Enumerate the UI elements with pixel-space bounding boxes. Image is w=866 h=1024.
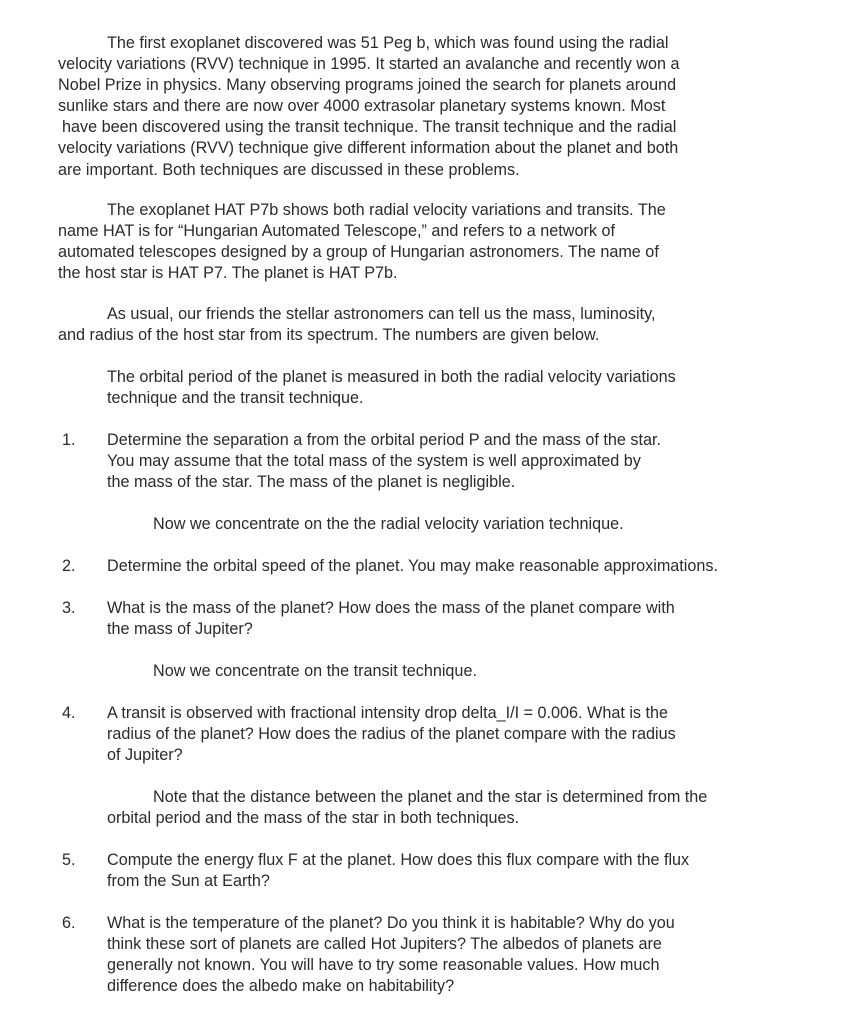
- text-line: the host star is HAT P7. The planet is HAT P7b.: [58, 264, 398, 283]
- hat-p7b-paragraph: [58, 200, 666, 284]
- text-line: and radius of the host star from its spectrum. The numbers are given below.: [58, 326, 600, 345]
- text-line: Now we concentrate on the transit technique.: [153, 662, 477, 680]
- text-line: Compute the energy flux F at the planet. How does this flux compare with the flux: [107, 851, 690, 869]
- problem-2-text: [107, 556, 718, 577]
- text-line: Determine the separation a from the orbital period P and the mass of the star.: [107, 431, 661, 449]
- text-line: Note that the distance between the planet and the star is determined from the: [153, 788, 708, 806]
- text-line: automated telescopes designed by a group of Hungarian astronomers. The name of: [58, 243, 659, 262]
- text-line: difference does the albedo make on habitability?: [107, 977, 455, 996]
- text-line: As usual, our friends the stellar astronomers can tell us the mass, luminosity,: [107, 305, 656, 323]
- text-line: What is the mass of the planet? How does the mass of the planet compare with: [107, 599, 675, 617]
- text-line: sunlike stars and there are now over 4000 extrasolar planetary systems known. Most: [58, 97, 666, 116]
- separation-note: [107, 787, 707, 829]
- problem-6-text: [107, 913, 675, 997]
- orbital-period-paragraph: [107, 367, 676, 409]
- text-line: The exoplanet HAT P7b shows both radial velocity variations and transits. The: [107, 201, 666, 219]
- text-line: The orbital period of the planet is measured in both the radial velocity variations: [107, 368, 676, 386]
- text-line: have been discovered using the transit technique. The transit technique and the radial: [62, 118, 677, 137]
- problem-number: 1.: [62, 431, 76, 449]
- rvv-section-intro: [153, 514, 624, 535]
- problem-number: 2.: [62, 557, 76, 575]
- problem-1-text: [107, 430, 661, 493]
- text-line: think these sort of planets are called Hot Jupiters? The albedos of planets are: [107, 935, 662, 954]
- text-line: A transit is observed with fractional intensity drop delta_I/I = 0.006. What is the: [107, 704, 669, 722]
- problem-number: 6.: [62, 914, 76, 932]
- text-line: velocity variations (RVV) technique in 1995. It started an avalanche and recently won a: [58, 55, 680, 74]
- text-line: Now we concentrate on the the radial velocity variation technique.: [153, 515, 624, 533]
- text-line: from the Sun at Earth?: [107, 872, 270, 891]
- text-line: radius of the planet? How does the radius of the planet compare with the radius: [107, 725, 676, 744]
- intro-paragraph: [58, 33, 679, 181]
- problem-3-text: [107, 598, 675, 640]
- text-line: are important. Both techniques are discussed in these problems.: [58, 160, 520, 179]
- problem-number: 5.: [62, 851, 76, 869]
- problem-number: 3.: [62, 599, 76, 617]
- text-line: of Jupiter?: [107, 746, 183, 765]
- text-line: technique and the transit technique.: [107, 389, 364, 408]
- text-line: the mass of the star. The mass of the planet is negligible.: [107, 473, 516, 492]
- text-line: You may assume that the total mass of the system is well approximated by: [107, 452, 641, 471]
- problem-number: 4.: [62, 704, 76, 722]
- transit-section-intro: [153, 661, 477, 682]
- text-line: The first exoplanet discovered was 51 Peg b, which was found using the radial: [107, 34, 669, 52]
- text-line: generally not known. You will have to try some reasonable values. How much: [107, 956, 660, 975]
- text-line: velocity variations (RVV) technique give different information about the planet and both: [58, 139, 679, 158]
- stellar-parameters-paragraph: [58, 304, 656, 346]
- text-line: name HAT is for “Hungarian Automated Telescope,” and refers to a network of: [58, 222, 615, 241]
- text-line: Nobel Prize in physics. Many observing programs joined the search for planets around: [58, 76, 677, 95]
- text-line: orbital period and the mass of the star in both techniques.: [107, 809, 520, 828]
- text-line: the mass of Jupiter?: [107, 620, 253, 639]
- problem-5-text: [107, 850, 689, 892]
- text-line: Determine the orbital speed of the planet. You may make reasonable approximations.: [107, 557, 718, 575]
- problem-4-text: [107, 703, 676, 766]
- text-line: What is the temperature of the planet? Do you think it is habitable? Why do you: [107, 914, 675, 932]
